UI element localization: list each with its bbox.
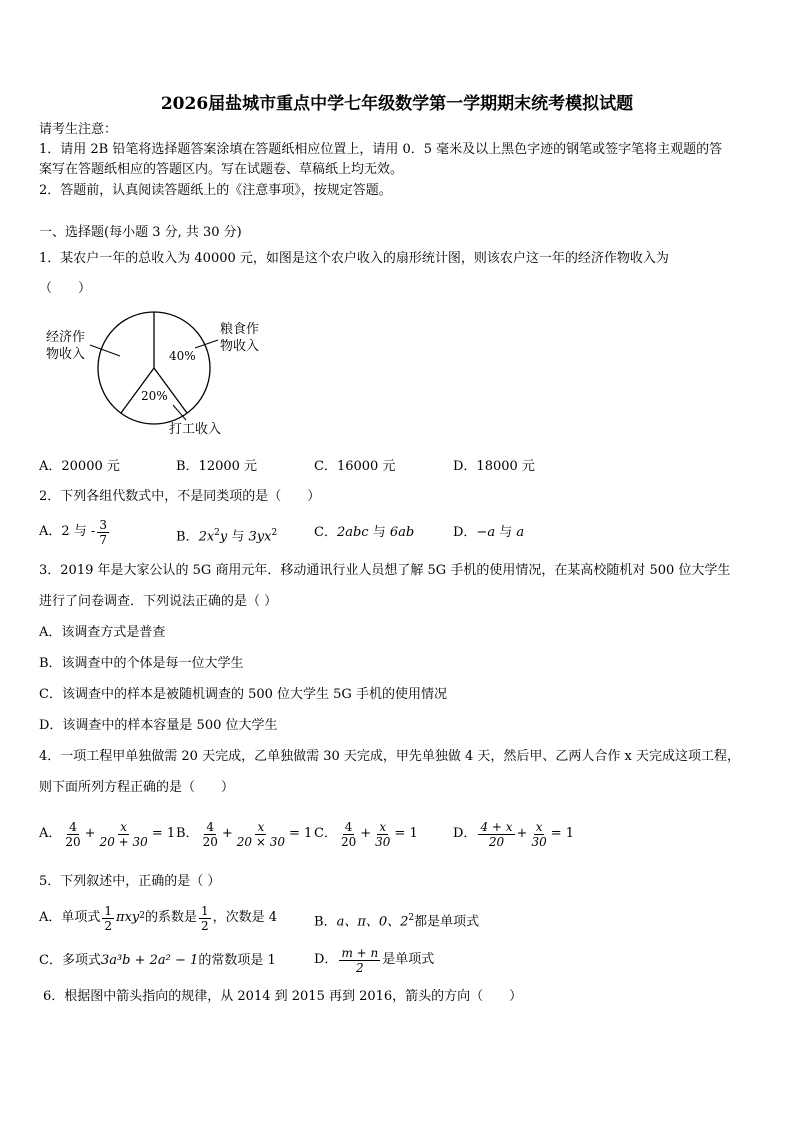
q2-a-denominator: 7: [99, 532, 107, 547]
q4-c-fraction-2: [373, 820, 392, 849]
q4-a-fraction-1: [63, 820, 82, 849]
q2-a-numerator: 3: [99, 517, 107, 532]
pie-label-grain-1: 粮食作: [220, 322, 260, 337]
q5-c-text-1: C．多项式: [39, 953, 101, 968]
q4-a-f2-den: 20 + 30: [99, 834, 148, 849]
q4-stem-line-2: 则下面所列方程正确的是（ ）: [39, 780, 235, 795]
q5-a-expr: πxy: [116, 910, 140, 925]
q5-a-half-1-num: 1: [104, 903, 113, 918]
q5-a-half-2-den: 2: [201, 918, 209, 933]
q4-b-f1-den: 20: [202, 834, 218, 849]
q4-a-f1-den: 20: [65, 834, 81, 849]
q3-option-d: D．该调查中的样本容量是 500 位大学生: [39, 718, 278, 733]
q5-a-half-2-num: 1: [201, 903, 209, 918]
q2-b-expr-1: 2x: [198, 529, 215, 545]
q4-b-plus: +: [221, 826, 233, 841]
q4-b-f1-num: 4: [206, 819, 215, 834]
q5-option-d: [314, 940, 434, 980]
q5-d-label: D．: [314, 952, 338, 967]
q4-c-fraction-1: [339, 820, 358, 849]
q1-option-a: A．20000 元: [39, 459, 120, 474]
q1-option-b: B．12000 元: [176, 459, 258, 474]
q2-option-a: [39, 514, 111, 550]
q3-stem-line-2: 进行了问卷调查．下列说法正确的是（ ）: [39, 594, 278, 609]
q4-option-d: [453, 816, 574, 852]
pie-label-grain-2: 物收入: [220, 339, 260, 354]
q4-d-f2-den: 30: [531, 834, 547, 849]
q4-c-f2-num: x: [379, 819, 387, 834]
q4-a-plus: +: [84, 826, 96, 841]
q6-stem: 6．根据图中箭头指向的规律，从 2014 到 2015 再到 2016，箭头的方向（ ）: [43, 989, 523, 1004]
q2-b-label: B．: [176, 529, 199, 545]
q5-option-a: [39, 899, 277, 937]
q5-d-den: 2: [356, 960, 364, 975]
q5-a-sup: 2: [139, 911, 145, 921]
q4-d-f1-num: 4 + x: [480, 819, 513, 834]
q5-b-label: B．: [314, 914, 337, 930]
q2-b-sup-1: 2: [214, 528, 220, 538]
q5-a-text-2: 的系数是: [145, 910, 198, 925]
q4-c-label: C．: [314, 826, 337, 841]
q5-b-expr: a、π、0、2: [336, 914, 409, 930]
pie-label-econ-1: 经济作: [46, 330, 86, 345]
q2-d-expr-1: −a: [476, 525, 496, 540]
q2-b-expr-2: y: [219, 529, 228, 545]
q1-option-d: D．18000 元: [453, 459, 535, 474]
q4-stem-line-1: 4．一项工程甲单独做需 20 天完成，乙单独做需 30 天完成，甲先单独做 4 天，然后甲、乙两人合作 x 天完成这项工程，: [39, 749, 741, 764]
q2-option-c: [314, 524, 414, 542]
q1-stem-line-1: 1．某农户一年的总收入为 40000 元，如图是这个农户收入的扇形统计图，则该农户这一年的经济作物收入为: [39, 251, 669, 266]
q4-c-plus: +: [360, 826, 372, 841]
q4-b-label: B．: [176, 826, 199, 841]
q4-a-eq: = 1: [151, 826, 176, 841]
q5-d-num: m + n: [341, 945, 379, 960]
pie-pct-grain: 40%: [169, 349, 196, 363]
q4-a-f2-num: x: [120, 819, 128, 834]
pie-label-econ-2: 物收入: [46, 347, 86, 362]
q3-stem-line-1: 3．2019 年是大家公认的 5G 商用元年．移动通讯行业人员想了解 5G 手机的使用情况，在某高校随机对 500 位大学生: [39, 563, 731, 578]
q5-a-text-3: ，次数是 4: [212, 910, 278, 925]
q4-option-a: [39, 816, 175, 852]
q1-stem-line-2: （ ）: [39, 281, 92, 296]
q5-a-half-1: [102, 904, 114, 933]
q4-a-label: A．: [39, 826, 62, 841]
q3-option-a: A．该调查方式是普查: [39, 625, 166, 640]
q2-stem: 2．下列各组代数式中，不是同类项的是（ ）: [39, 489, 321, 504]
q4-c-f1-den: 20: [340, 834, 357, 849]
q4-b-f2-den: 20 × 30: [236, 834, 285, 849]
q4-c-eq: = 1: [394, 826, 418, 841]
q2-option-d: [453, 524, 524, 542]
q5-d-text-2: 是单项式: [382, 952, 435, 967]
q2-option-b: [176, 524, 277, 546]
q4-a-fraction-2: [98, 820, 150, 849]
notice-item-2: 2．答题前，认真阅读答题纸上的《注意事项》，按规定答题。: [39, 183, 392, 198]
q4-d-f1-den: 20: [488, 834, 505, 849]
q4-b-fraction-1: [201, 820, 220, 849]
q4-d-label: D．: [453, 826, 477, 841]
q2-d-expr-2: a: [516, 525, 525, 540]
section-choice-heading: 一、选择题(每小题 3 分, 共 30 分): [39, 225, 242, 240]
q4-b-f2-num: x: [257, 819, 265, 834]
q2-a-fraction: [97, 518, 109, 547]
q2-d-label: D．: [453, 525, 477, 540]
q4-a-f1-num: 4: [69, 819, 77, 834]
q4-d-f2-num: x: [535, 819, 543, 834]
q5-stem: 5．下列叙述中，正确的是（ ）: [39, 874, 221, 889]
q2-b-expr-3: 3yx: [248, 529, 272, 545]
q4-d-fraction-2: [529, 820, 548, 849]
q5-b-text-2: 都是单项式: [414, 914, 480, 930]
q5-a-half-1-den: 2: [104, 918, 113, 933]
page-title: 2026届盐城市重点中学七年级数学第一学期期末统考模拟试题: [160, 94, 634, 114]
q4-b-fraction-2: [235, 820, 287, 849]
q5-c-text-2: 的常数项是 1: [198, 953, 276, 968]
notice-item-1-line-2: 案写在答题纸相应的答题区内。写在试题卷、草稿纸上均无效。: [39, 162, 404, 177]
pie-label-work: 打工收入: [169, 422, 222, 437]
q4-c-f1-num: 4: [344, 819, 353, 834]
q2-b-sup-2: 2: [271, 528, 278, 538]
q2-c-expr-1: 2abc: [336, 525, 369, 540]
q2-c-expr-2: 6ab: [389, 525, 415, 540]
q5-c-expr: 3a³b + 2a² − 1: [100, 953, 199, 968]
pie-pointer-econ: [90, 345, 120, 356]
q2-c-mid: 与: [368, 525, 390, 540]
q5-d-fraction: [339, 946, 380, 975]
q4-d-fraction-1: [478, 820, 514, 849]
q5-a-text-1: A．单项式: [39, 910, 101, 925]
q4-b-eq: = 1: [288, 826, 313, 841]
q1-pie-chart: [40, 300, 280, 440]
q4-option-b: [176, 816, 312, 852]
q4-option-c: [314, 816, 418, 852]
notice-item-1-line-1: 1．请用 2B 铅笔将选择题答案涂填在答题纸相应位置上，请用 0．5 毫米及以上黑色字迹的钢笔或签字笔将主观题的答: [39, 142, 723, 157]
q4-c-f2-den: 30: [375, 834, 391, 849]
q3-option-c: C．该调查中的样本是被随机调查的 500 位大学生 5G 手机的使用情况: [39, 687, 447, 702]
q5-a-half-2: [199, 904, 211, 933]
q5-b-sup: 2: [408, 913, 415, 923]
q4-d-eq: = 1: [550, 826, 575, 841]
q5-option-c: [39, 952, 276, 970]
q2-b-mid: 与: [227, 529, 249, 545]
q1-option-c: C．16000 元: [314, 459, 396, 474]
q2-a-prefix: A．2 与 -: [39, 524, 96, 539]
q5-option-b: [314, 909, 479, 931]
q2-d-mid: 与: [495, 525, 517, 540]
q3-option-b: B．该调查中的个体是每一位大学生: [39, 656, 244, 671]
q4-d-plus: +: [516, 826, 528, 841]
pie-pct-work: 20%: [141, 389, 168, 403]
q2-c-label: C．: [314, 525, 337, 540]
notice-heading: 请考生注意：: [39, 122, 118, 137]
